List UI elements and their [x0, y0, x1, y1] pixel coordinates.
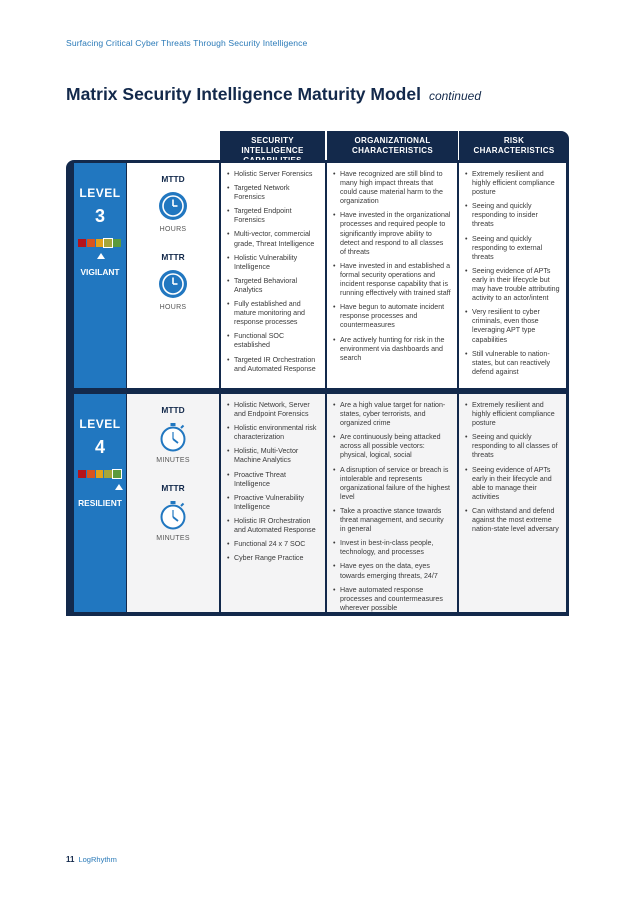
bullet-item: • Proactive Threat Intelligence: [227, 471, 319, 489]
bullet-item: • Targeted Behavioral Analytics: [227, 277, 319, 295]
bullet-item: • Proactive Vulnerability Intelligence: [227, 494, 319, 512]
bullet-item: • Very resilient to cyber criminals, even those leveraging APT type capabilities: [465, 308, 560, 344]
bullet-item: • Seeing and quickly responding to insider threats: [465, 202, 560, 229]
level-badge: [74, 394, 126, 612]
bullet-item: • Are a high value target for nation-states, cyber terrorists, and organized crime: [333, 401, 451, 428]
bullet-item: • Holistic Vulnerability Intelligence: [227, 254, 319, 272]
metrics-panel: [127, 163, 219, 388]
mttr-unit: HOURS: [159, 304, 187, 311]
bullet-item: • Functional SOC established: [227, 332, 319, 350]
scale-step: [78, 239, 86, 247]
stopwatch-icon: [158, 422, 188, 452]
scale-step: [113, 239, 121, 247]
bullet-item: • Have invested in and established a formal security operations and incident response capability that is running effectively with trained staff: [333, 262, 451, 298]
scale-pointer-icon: [97, 253, 105, 259]
column-header-label: RISK CHARACTERISTICS: [473, 136, 555, 155]
bullet-item: • Holistic Server Forensics: [227, 170, 319, 179]
maturity-scale: [78, 470, 122, 480]
bullet-item: • Are continuously being attacked across all possible vectors: physical, logical, social: [333, 433, 451, 460]
scale-step: [113, 470, 121, 478]
stage-name: VIGILANT: [80, 267, 120, 277]
bullet-item: • Can withstand and defend against the most extreme nation-state level adversary: [465, 507, 560, 534]
metrics-panel: [127, 394, 219, 612]
bullet-item: • Take a proactive stance towards threat management, and security in general: [333, 507, 451, 534]
bullet-item: • Seeing evidence of APTs early in their lifecycle but may have trouble attributing activity to an actor/intent: [465, 267, 560, 303]
clock-icon: [158, 191, 188, 221]
mttd-unit: MINUTES: [156, 457, 190, 464]
risk-column: [459, 394, 566, 612]
bullet-item: • Holistic environmental risk characterization: [227, 424, 319, 442]
column-header-risk: [458, 131, 569, 163]
bullet-item: • Seeing and quickly responding to all classes of threats: [465, 433, 560, 460]
bullet-item: • Have eyes on the data, eyes towards emerging threats, 24/7: [333, 562, 451, 580]
capabilities-column: [221, 163, 325, 388]
scale-step: [78, 470, 86, 478]
footer-brand: LogRhythm: [78, 855, 117, 864]
risk-column: [459, 163, 566, 388]
organizational-column: [327, 394, 457, 612]
stage-name: RESILIENT: [78, 498, 122, 508]
bullet-item: • Extremely resilient and highly efficient compliance posture: [465, 170, 560, 197]
bullet-item: • Fully established and mature monitoring and response processes: [227, 300, 319, 327]
level-4-section: [66, 391, 569, 616]
running-head: Surfacing Critical Cyber Threats Through Security Intelligence: [66, 38, 308, 48]
column-header-organizational: [326, 131, 458, 163]
column-header-label: ORGANIZATIONAL CHARACTERISTICS: [352, 136, 433, 155]
bullet-item: • Targeted Endpoint Forensics: [227, 207, 319, 225]
bullet-item: • Extremely resilient and highly efficient compliance posture: [465, 401, 560, 428]
column-header-capabilities: [220, 131, 325, 163]
bullet-item: • Seeing and quickly responding to external threats: [465, 235, 560, 262]
bullet-item: • Functional 24 x 7 SOC: [227, 540, 319, 549]
bullet-item: • Seeing evidence of APTs early in their lifecycle and able to manage their activities: [465, 466, 560, 502]
bullet-item: • Still vulnerable to nation-states, but can reactively defend against: [465, 350, 560, 377]
title-suffix: continued: [428, 89, 481, 103]
level-3-section: [66, 160, 569, 391]
bullet-item: • Are actively hunting for risk in the environment via dashboards and search: [333, 336, 451, 363]
scale-step: [87, 470, 95, 478]
bullet-item: • Holistic, Multi-Vector Machine Analytics: [227, 447, 319, 465]
mttd-unit: HOURS: [159, 226, 187, 233]
bullet-item: • Have begun to automate incident response processes and countermeasures: [333, 303, 451, 330]
mttr-label: MTTR: [161, 483, 185, 493]
bullet-item: • Targeted IR Orchestration and Automated Response: [227, 356, 319, 374]
mttd-label: MTTD: [161, 174, 185, 184]
level-word: LEVEL: [79, 417, 121, 431]
bullet-item: • Have recognized are still blind to many high impact threats that could cause material harm to the organization: [333, 170, 451, 206]
capabilities-column: [221, 394, 325, 612]
mttd-label: MTTD: [161, 405, 185, 415]
page-title: [66, 84, 481, 105]
bullet-item: • Holistic IR Orchestration and Automated Response: [227, 517, 319, 535]
level-number: 4: [94, 437, 105, 457]
title-text: Matrix Security Intelligence Maturity Model: [66, 84, 421, 104]
level-number: 3: [94, 206, 105, 226]
level-badge: [74, 163, 126, 388]
scale-step: [96, 239, 104, 247]
stopwatch-icon: [158, 500, 188, 530]
scale-step: [87, 239, 95, 247]
maturity-scale: [78, 239, 122, 249]
scale-step: [96, 470, 104, 478]
bullet-item: • Invest in best-in-class people, technology, and processes: [333, 539, 451, 557]
scale-step: [104, 470, 112, 478]
bullet-item: • Multi-vector, commercial grade, Threat Intelligence: [227, 230, 319, 248]
bullet-item: • Have invested in the organizational processes and required people to significantly improve ability to detect and respond to all classes of threats: [333, 211, 451, 256]
bullet-item: • Have automated response processes and countermeasures wherever possible: [333, 586, 451, 613]
scale-step: [104, 239, 112, 247]
column-header-label: SECURITY INTELLIGENCE: [241, 136, 304, 155]
organizational-column: [327, 163, 457, 388]
bullet-item: • Cyber Range Practice: [227, 554, 319, 563]
bullet-item: • A disruption of service or breach is intolerable and represents organizational failure of the highest level: [333, 466, 451, 502]
scale-pointer-icon: [115, 484, 123, 490]
mttr-label: MTTR: [161, 252, 185, 262]
bullet-item: • Targeted Network Forensics: [227, 184, 319, 202]
page-footer: [66, 855, 117, 864]
page-number: 11: [66, 855, 75, 864]
bullet-item: • Holistic Network, Server and Endpoint Forensics: [227, 401, 319, 419]
level-word: LEVEL: [79, 186, 121, 200]
mttr-unit: MINUTES: [156, 535, 190, 542]
clock-icon: [158, 269, 188, 299]
